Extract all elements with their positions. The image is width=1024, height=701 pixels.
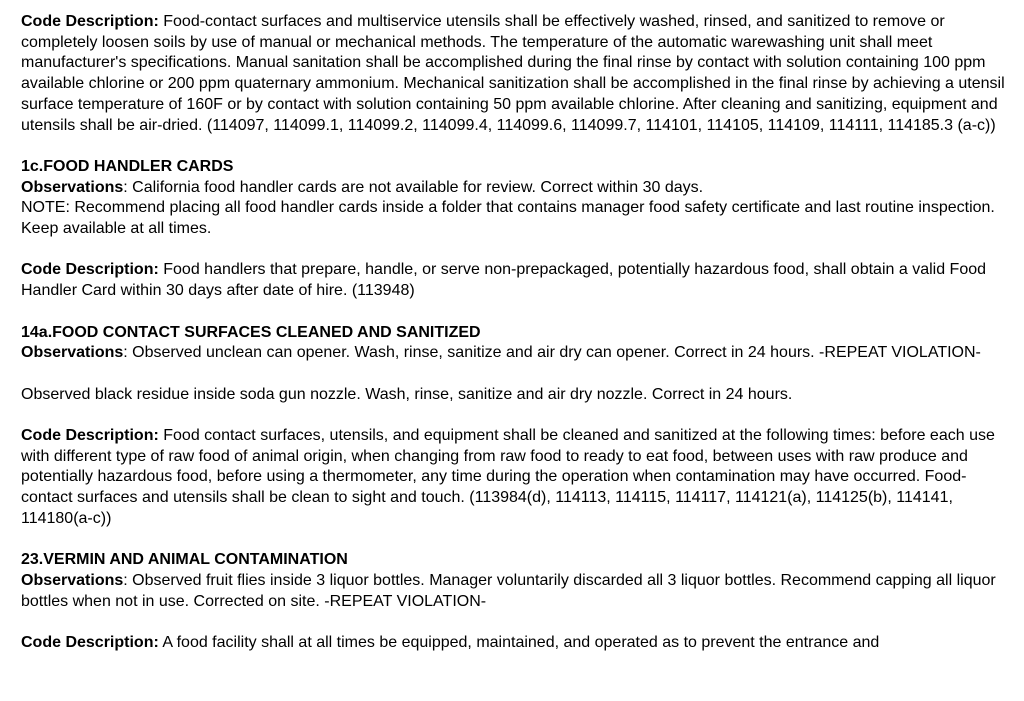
inspection-report (21, 12, 1011, 674)
code-description-text: Food-contact surfaces and multiservice utensils shall be effectively washed, rinsed, and sanitized to remove or completely loosen soils by use of manual or mechanical methods. The temperature of the automatic warewashing unit shall meet manufacturer's specifications. Manual sanitation shall be accomplished during the final rinse by contact with solution containing 100 ppm available chlorine or 200 ppm quaternary ammonium. Mechanical sanitization shall be accomplished in the final rinse by achieving a utensil surface temperature of 160F or by contact with solution containing 50 ppm available chlorine. After cleaning and sanitizing, equipment and utensils shall be air-dried. (114097, 114099.1, 114099.2, 114099.4, 114099.6, 114099.7, 114101, 114105, 114109, 114111, 114185.3 (a-c)) (21, 13, 1005, 134)
violation-heading: 23.VERMIN AND ANIMAL CONTAMINATION (21, 551, 348, 569)
code-description-block (21, 260, 1011, 301)
note-paragraph: NOTE: Recommend placing all food handler cards inside a folder that contains manager food safety certificate and last routine inspection. Keep available at all times. (21, 199, 995, 238)
code-description-label: Code Description: (21, 13, 159, 30)
violation-heading: 1c.FOOD HANDLER CARDS (21, 157, 234, 175)
violation-heading: 14a.FOOD CONTACT SURFACES CLEANED AND SANITIZED (21, 323, 481, 341)
code-description-text: Food handlers that prepare, handle, or serve non-prepackaged, potentially hazardous food, shall obtain a valid Food Handler Card within 30 days after date of hire. (113948) (21, 261, 987, 300)
code-description-block (21, 633, 1011, 654)
observations-paragraph (21, 571, 1011, 612)
observations-text: : Observed unclean can opener. Wash, rinse, sanitize and air dry can opener. Correct in 24 hours. -REPEAT VIOLATION- (123, 344, 981, 362)
observations-label: Observations (21, 178, 124, 196)
violation-1c (21, 157, 1011, 302)
observations-paragraph (21, 343, 1011, 364)
code-description-label: Code Description: (21, 633, 159, 651)
observations-text: : Observed fruit flies inside 3 liquor bottles. Manager voluntarily discarded all 3 liquor bottles. Recommend capping all liquor bottles when not in use. Corrected on site. -REPEAT VIOLATION- (21, 571, 996, 610)
code-description-label: Code Description: (21, 426, 159, 444)
violation-23 (21, 550, 1011, 654)
code-description-label: Code Description: (21, 261, 159, 279)
observations-label: Observations (21, 571, 124, 589)
code-description-block (21, 426, 1011, 530)
code-description-text: A food facility shall at all times be equipped, maintained, and operated as to prevent the entrance and (162, 633, 880, 651)
observations-label: Observations (21, 344, 124, 362)
violation-14a (21, 323, 1011, 530)
observation-paragraph-2: Observed black residue inside soda gun nozzle. Wash, rinse, sanitize and air dry nozzle. Correct in 24 hours. (21, 385, 793, 403)
observations-text: : California food handler cards are not available for review. Correct within 30 days. (123, 178, 704, 196)
code-description-text: Food contact surfaces, utensils, and equipment shall be cleaned and sanitized at the following times: before each use with different type of raw food of animal origin, when changing from raw food to ready to eat food, between uses with raw produce and potentially hazardous food, before using a thermometer, any time during the operation when contamination may have occurred. Food-contact surfaces and utensils shall be clean to sight and touch. (113984(d), 114113, 114115, 114117, 114121(a), 114125(b), 114141, 114180(a-c)) (21, 426, 995, 527)
observations-paragraph (21, 178, 1011, 199)
code-description-block (21, 12, 1011, 136)
